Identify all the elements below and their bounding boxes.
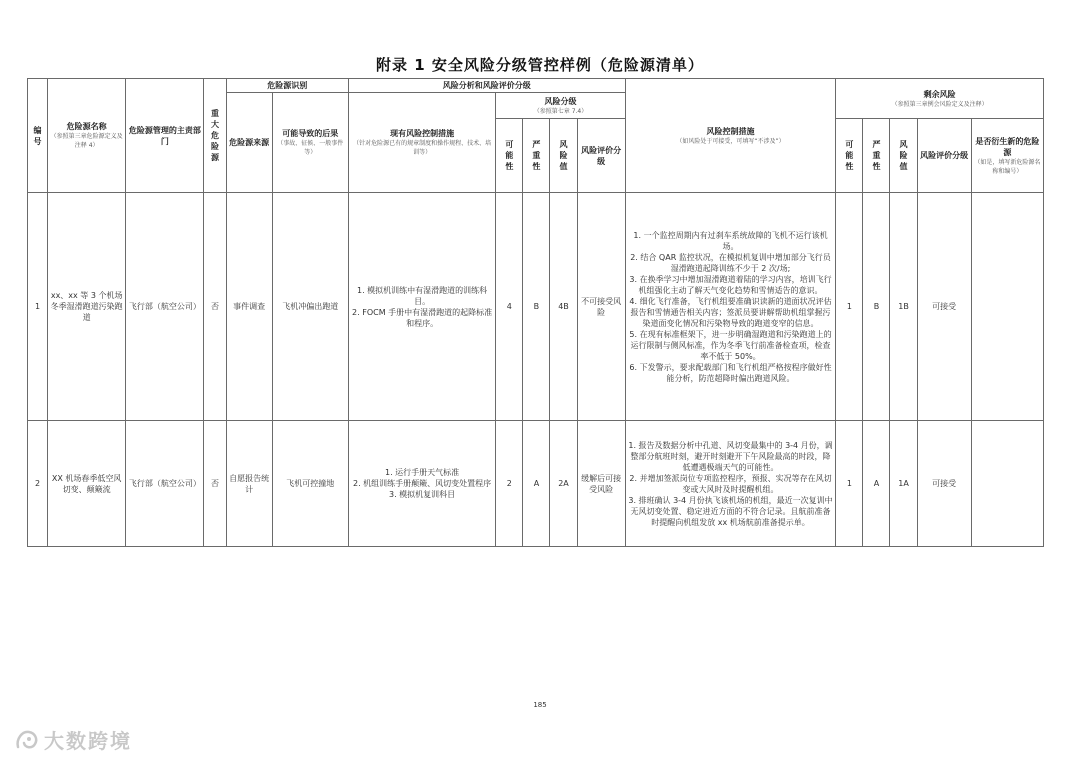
existing-line: 3. 模拟机复训科目 xyxy=(389,490,456,499)
row-res-eval: 可接受 xyxy=(917,421,971,547)
watermark-text: 大数跨境 xyxy=(44,729,132,753)
row-possibility: 4 xyxy=(496,193,523,421)
row-res-value: 1A xyxy=(890,421,917,547)
header-analysis-group: 风险分析和风险评价分级 xyxy=(348,79,625,93)
control-line: 2. 并增加签派岗位专项监控程序，预报、实况等存在风切变或大风时及时提醒机组。 xyxy=(629,473,832,494)
row-control xyxy=(625,421,836,547)
header-res-possibility: 可能性 xyxy=(836,119,863,193)
header-severity: 严重性 xyxy=(523,119,550,193)
row-res-possibility: 1 xyxy=(836,193,863,421)
row-dept: 飞行部（航空公司） xyxy=(126,193,204,421)
header-res-severity: 严重性 xyxy=(863,119,890,193)
watermark xyxy=(14,725,132,754)
row-major: 否 xyxy=(204,421,226,547)
row-existing xyxy=(348,193,495,421)
existing-line: 1. 运行手册天气标准 xyxy=(385,468,460,477)
row-possibility: 2 xyxy=(496,421,523,547)
row-no: 2 xyxy=(28,421,48,547)
control-line: 5. 在现有标准框架下，进一步明确湿跑道和污染跑道上的运行限制与侧风标准，作为冬季飞行前准备检查项，检查率不低于 50%。 xyxy=(629,329,832,361)
table-row xyxy=(28,193,1044,421)
header-res-value: 风险值 xyxy=(890,119,917,193)
row-severity: A xyxy=(523,421,550,547)
header-consequence: 可能导致的后果 （事故、征候、一般事件等） xyxy=(272,93,348,193)
header-identify-group: 危险源识别 xyxy=(226,79,348,93)
existing-line: 1. 模拟机训练中有湿滑跑道的训练科目。 xyxy=(357,285,488,306)
header-name: 危险源名称 （参照第三章危险源定义及注释 4） xyxy=(48,79,126,193)
row-derived xyxy=(971,193,1043,421)
header-risk-value: 风险值 xyxy=(550,119,577,193)
row-source: 事件调查 xyxy=(226,193,272,421)
table-row xyxy=(28,421,1044,547)
header-source: 危险源来源 xyxy=(226,93,272,193)
row-consequence: 飞机冲偏出跑道 xyxy=(272,193,348,421)
control-line: 1. 一个监控周期内有过刹车系统故障的飞机不运行该机场。 xyxy=(633,230,828,251)
risk-table xyxy=(27,78,1044,547)
row-risk-value: 4B xyxy=(550,193,577,421)
existing-line: 2. FOCM 手册中有湿滑跑道的起降标准和程序。 xyxy=(352,307,493,328)
row-control xyxy=(625,193,836,421)
header-residual-group: 剩余风险 （参照第三章例会风险定义及注释） xyxy=(836,79,1044,119)
header-dept: 危险源管理的主责部门 xyxy=(126,79,204,193)
row-source: 自愿报告统计 xyxy=(226,421,272,547)
row-major: 否 xyxy=(204,193,226,421)
header-row-1 xyxy=(28,79,1044,93)
row-name: XX 机场春季低空风切变、颠簸流 xyxy=(48,421,126,547)
control-line: 1. 报告及数据分析中孔道、风切变最集中的 3-4 月份，调整部分航班时刻，避开时刻避开下午风险最高的时段，降低遭遇极端天气的可能性。 xyxy=(628,440,833,472)
control-line: 4. 细化飞行准备，飞行机组要准确识读新的道面状况评估报告和雪情通告相关内容；签派员要讲解帮助机组掌握污染道面变化情况和污染物导致的跑道变窄的信息。 xyxy=(629,296,832,328)
row-consequence: 飞机可控撞地 xyxy=(272,421,348,547)
row-res-eval: 可接受 xyxy=(917,193,971,421)
header-derived: 是否衍生新的危险源 （如是，填写新危险源名称和编号） xyxy=(971,119,1043,193)
header-control: 风险控制措施 （如风险处于可接受，可填写“不涉及”） xyxy=(625,79,836,193)
row-eval: 不可接受风险 xyxy=(577,193,625,421)
row-res-possibility: 1 xyxy=(836,421,863,547)
row-risk-value: 2A xyxy=(550,421,577,547)
control-line: 3. 在换季学习中增加湿滑跑道着陆的学习内容，培训飞行机组强化主动了解天气变化趋势和雪情适告的意识。 xyxy=(629,274,832,295)
page-title: 附录 1 安全风险分级管控样例（危险源清单） xyxy=(376,56,704,74)
page-number: 185 xyxy=(533,701,547,709)
row-eval: 缓解后可接受风险 xyxy=(577,421,625,547)
header-eval-level: 风险评价分级 xyxy=(577,119,625,193)
row-existing xyxy=(348,421,495,547)
header-existing: 现有风险控制措施 （针对危险源已有的规章制度和操作规程、技术、培训等） xyxy=(348,93,495,193)
control-line: 2. 结合 QAR 监控状况，在模拟机复训中增加部分飞行员湿滑跑道起降训练不少于 2 次/场; xyxy=(630,252,831,273)
control-line: 6. 下发警示，要求配载部门和飞行机组严格按程序做好性能分析，防范超降时偏出跑道风险。 xyxy=(629,362,832,383)
row-dept: 飞行部（航空公司） xyxy=(126,421,204,547)
row-res-value: 1B xyxy=(890,193,917,421)
existing-line: 2. 机组训练手册颠簸、风切变处置程序 xyxy=(353,479,492,488)
header-no: 编号 xyxy=(28,79,48,193)
header-res-eval: 风险评价分级 xyxy=(917,119,971,193)
row-res-severity: B xyxy=(863,193,890,421)
brand-logo-icon xyxy=(14,727,40,753)
row-derived xyxy=(971,421,1043,547)
control-line: 3. 排班确认 3-4 月份执飞该机场的机组，最近一次复训中无风切变处置、稳定进近方面的不符合记录。且航前准备时提醒向机组发放 xx 机场航前准备提示单。 xyxy=(628,495,833,527)
row-name: xx、xx 等 3 个机场冬季湿滑跑道污染跑道 xyxy=(48,193,126,421)
header-level-group: 风险分级 （参照第七章 7.4） xyxy=(496,93,625,119)
header-major: 重大危险源 xyxy=(204,79,226,193)
header-possibility: 可能性 xyxy=(496,119,523,193)
row-res-severity: A xyxy=(863,421,890,547)
row-no: 1 xyxy=(28,193,48,421)
row-severity: B xyxy=(523,193,550,421)
